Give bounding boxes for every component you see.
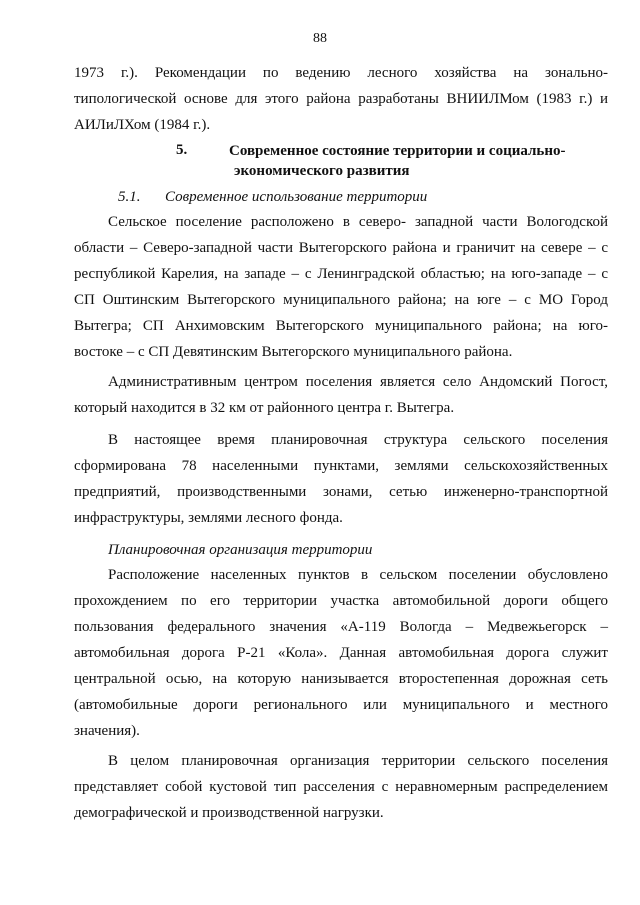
page-number: 88 [313, 31, 327, 46]
intro-line-2: типологической основе для этого района разработаны ВНИИЛМом (1983 г.) и [74, 91, 608, 107]
para4-line-7: значения). [74, 723, 140, 739]
para1-line-5: Вытегра; СП Анхимовским Вытегорского муниципального района; на юго- [74, 318, 608, 334]
subsection-number: 5.1. [118, 189, 141, 205]
section-title-line-1: Современное состояние территории и социально- [229, 143, 566, 159]
para4-line-5: центральной осью, на которую нанизывается второстепенная дорожная сеть [74, 671, 608, 687]
para5-line-2: представляет собой кустовой тип расселения с неравномерным распределением [74, 779, 608, 795]
subsection-title: Современное использование территории [165, 189, 428, 205]
para5-line-3: демографической и производственной нагрузки. [74, 805, 384, 821]
para4-line-1: Расположение населенных пунктов в сельском поселении обусловлено [108, 567, 608, 583]
para1-line-4: СП Оштинским Вытегорского муниципального района; на юге – с МО Город [74, 292, 608, 308]
para3-line-3: предприятий, производственными зонами, сетью инженерно-транспортной [74, 484, 608, 500]
para4-line-2: прохождением по его территории участка автомобильной дороги общего [74, 593, 608, 609]
intro-line-3: АИЛиЛХом (1984 г.). [74, 117, 211, 133]
section-number: 5. [176, 142, 188, 158]
para1-line-2: области – Северо-западной части Вытегорского района и граничит на севере – с [74, 240, 608, 256]
para3-line-1: В настоящее время планировочная структура сельского поселения [108, 432, 608, 448]
para4-line-4: автомобильная дорога Р-21 «Кола». Данная автомобильная дорога служит [74, 645, 608, 661]
para4-line-3: пользования федерального значения «А-119 Вологда – Медвежьегорск – [74, 619, 608, 635]
para3-line-4: инфраструктуры, землями лесного фонда. [74, 510, 343, 526]
para4-line-6: (автомобильные дороги регионального или муниципального и местного [74, 697, 608, 713]
para2-line-2: который находится в 32 км от районного центра г. Вытегра. [74, 400, 455, 416]
section-title-line-2: экономического развития [234, 163, 410, 179]
para5-line-1: В целом планировочная организация территории сельского поселения [108, 753, 608, 769]
para1-line-3: республикой Карелия, на западе – с Ленинградской областью; на юго-западе – с [74, 266, 608, 282]
subsection-2-title: Планировочная организация территории [108, 542, 373, 558]
intro-line-1: 1973 г.). Рекомендации по ведению лесного хозяйства на зонально- [74, 65, 608, 81]
para1-line-1: Сельское поселение расположено в северо- западной части Вологодской [108, 214, 608, 230]
para3-line-2: сформирована 78 населенными пунктами, землями сельскохозяйственных [74, 458, 608, 474]
para2-line-1: Административным центром поселения является село Андомский Погост, [108, 374, 608, 390]
para1-line-6: востоке – с СП Девятинским Вытегорского муниципального района. [74, 344, 513, 360]
